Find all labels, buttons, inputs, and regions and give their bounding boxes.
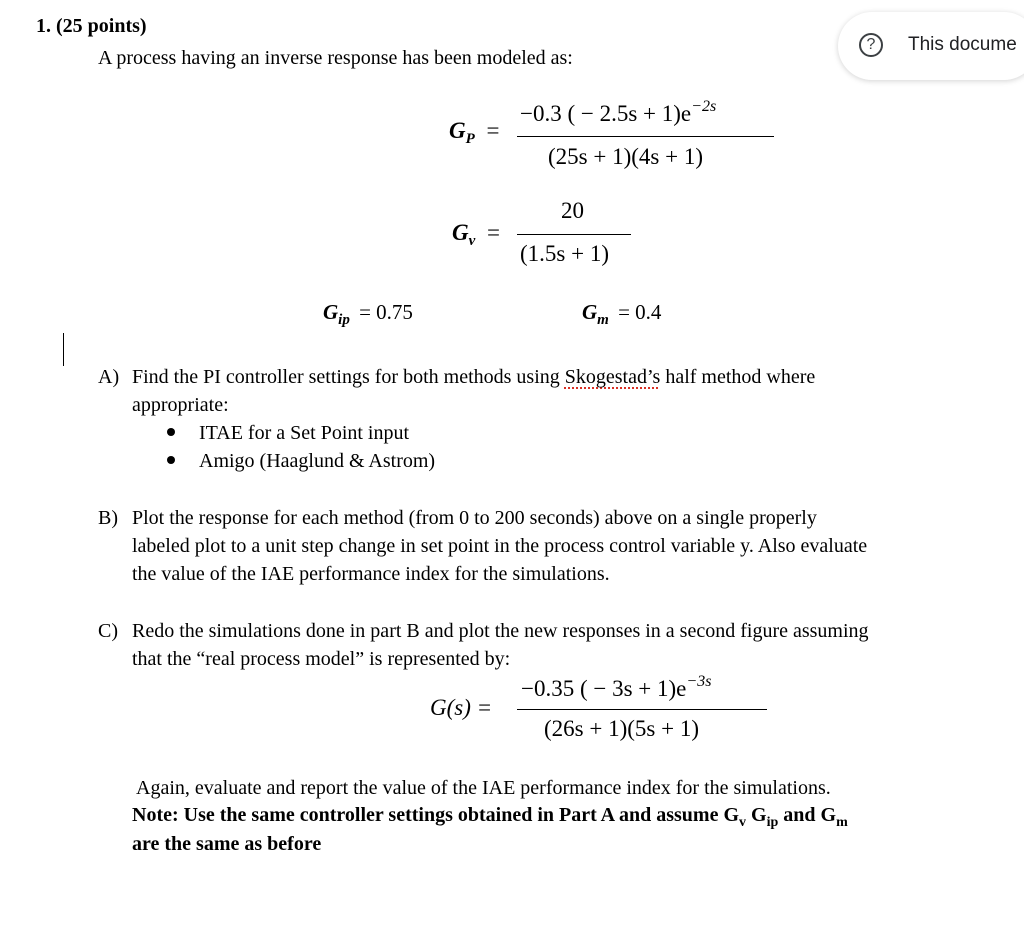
gv-fraction-bar xyxy=(517,234,631,235)
part-c-line2: that the “real process model” is represented by: xyxy=(132,648,511,670)
part-a-bullet-2: Amigo (Haaglund & Astrom) xyxy=(199,450,436,472)
gv-numerator: 20 xyxy=(561,198,584,223)
gs-numerator: −0.35 ( − $3s + 1)e^{-3s}$ xyxy=(521,673,712,701)
spellcheck-word[interactable]: Skogestad’s xyxy=(564,366,661,388)
part-b-line3: the value of the IAE performance index for the simulations. xyxy=(132,563,610,585)
gv-denominator: (1.5s + 1) xyxy=(520,241,609,266)
part-c-line1: Redo the simulations done in part B and plot the new responses in a second figure assuming xyxy=(132,620,869,642)
part-a-label: A) xyxy=(98,366,120,388)
text-cursor xyxy=(63,333,64,366)
note-line1: Note: Use the same controller settings obtained in Part A and assume $G_v$ $G_{ip}$ and $G_m$ xyxy=(132,804,848,830)
bullet-icon xyxy=(167,428,175,436)
help-icon[interactable]: ? xyxy=(859,33,883,57)
gp-numerator: −0.3 ( − $2.5s + 1)e^{-2s}$ xyxy=(520,98,717,126)
part-a-line2: appropriate: xyxy=(132,394,229,416)
part-b-line1: Plot the response for each method (from 0 to 200 seconds) above on a single properly xyxy=(132,507,817,529)
gv-lhs: $G_v$ = xyxy=(452,220,501,249)
help-popup[interactable] xyxy=(838,12,1024,80)
question-number: 1. xyxy=(36,15,51,37)
gs-fraction-bar xyxy=(517,709,767,710)
gm-equation: $G_m = 0.4$ xyxy=(582,300,662,328)
question-header xyxy=(36,12,147,40)
part-a-bullet-1: ITAE for a Set Point input xyxy=(199,422,410,444)
question-points: (25 points) xyxy=(56,15,147,37)
gs-denominator: (26s + 1)(5s + 1) xyxy=(544,716,699,741)
again-text: Again, evaluate and report the value of the IAE performance index for the simulations. xyxy=(136,777,831,799)
gip-equation: $G_{ip} = 0.75$ xyxy=(323,300,413,328)
gs-lhs: G(s) = xyxy=(430,695,493,720)
part-c-label: C) xyxy=(98,620,118,642)
note-line2: are the same as before xyxy=(132,833,322,855)
gp-fraction-bar xyxy=(517,136,774,137)
bullet-icon xyxy=(167,456,175,464)
gp-denominator: (25s + 1)(4s + 1) xyxy=(548,144,703,169)
part-b-line2: labeled plot to a unit step change in set point in the process control variable y. Also evaluate xyxy=(132,535,868,557)
part-b-label: B) xyxy=(98,507,118,529)
gp-lhs: $G_P$ = xyxy=(449,118,500,147)
help-popup-text[interactable]: This docume xyxy=(908,34,1017,55)
question-intro: A process having an inverse response has been modeled as: xyxy=(98,47,573,69)
part-a-line1: Find the PI controller settings for both methods using Skogestad’s half method where xyxy=(132,366,816,388)
